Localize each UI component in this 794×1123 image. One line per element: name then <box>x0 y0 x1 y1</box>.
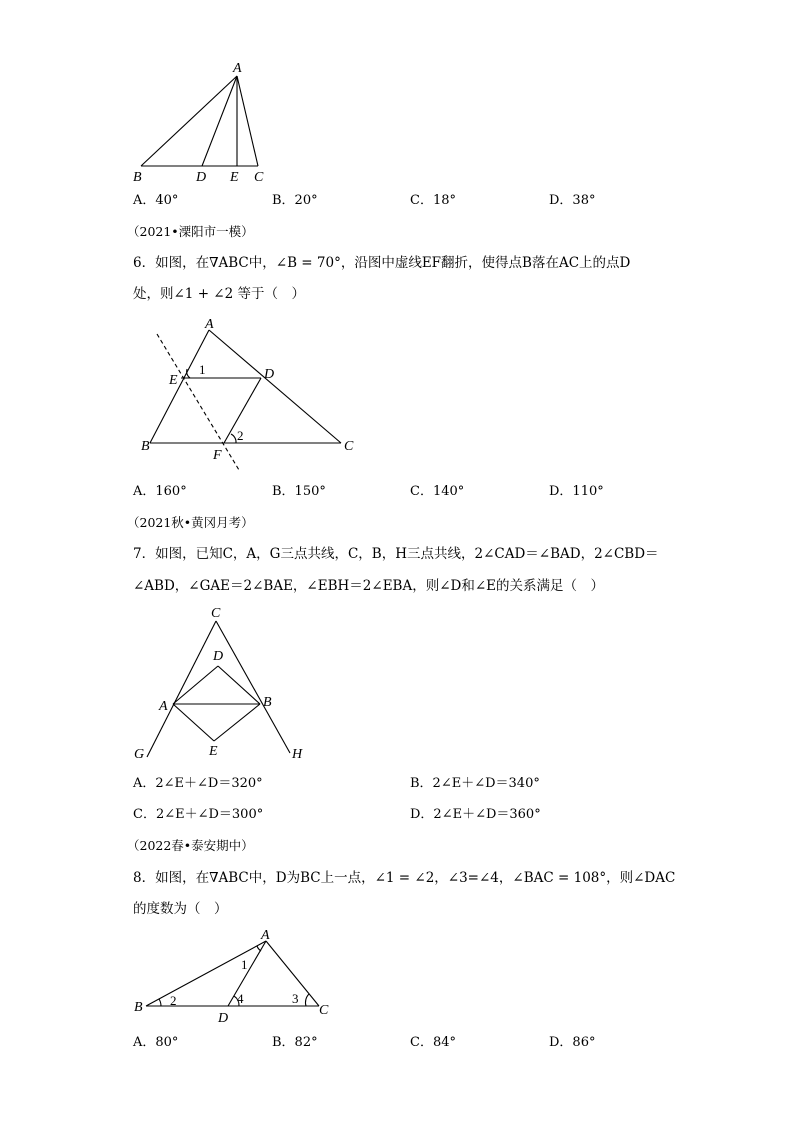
q6-option-d[interactable]: D．110° <box>549 484 604 499</box>
label-B: B <box>134 1000 143 1015</box>
angle-4-label: 4 <box>237 991 244 1006</box>
label-A: A <box>159 699 168 714</box>
label-C: C <box>344 439 354 454</box>
figure-q5-triangle <box>130 58 280 186</box>
q8-option-a[interactable]: A．80° <box>133 1035 179 1050</box>
label-F: F <box>213 448 222 463</box>
label-D: D <box>196 170 207 185</box>
q5-option-a[interactable]: A．40° <box>133 193 179 208</box>
label-E: E <box>209 744 218 759</box>
label-A: A <box>205 317 214 332</box>
q5-option-d[interactable]: D．38° <box>549 193 596 208</box>
angle-1-label: 1 <box>199 362 206 377</box>
q8-option-d[interactable]: D．86° <box>549 1035 596 1050</box>
q8-option-c[interactable]: C．84° <box>410 1035 456 1050</box>
label-C: C <box>211 606 221 621</box>
label-D: D <box>218 1011 229 1025</box>
q7-question-line2: ∠ABD，∠GAE＝2∠BAE，∠EBH＝2∠EBA，则∠D和∠E的关系满足（ ） <box>133 578 605 594</box>
q5-option-c[interactable]: C．18° <box>410 193 456 208</box>
figure-q7-angles <box>130 602 310 767</box>
q6-source: （2021•溧阳市一模） <box>127 224 254 239</box>
q7-question-line1: 7．如图，已知C，A，G三点共线，C，B，H三点共线，2∠CAD＝∠BAD，2∠CBD＝ <box>133 546 659 562</box>
label-H: H <box>292 747 303 762</box>
q7-option-d[interactable]: D．2∠E＋∠D＝360° <box>410 807 541 822</box>
q6-question-line1: 6．如图，在∇ABC中，∠B = 70°，沿图中虚线EF翻折，使得点B落在AC上的点D <box>133 255 631 271</box>
label-G: G <box>134 747 145 762</box>
q5-option-b[interactable]: B．20° <box>272 193 318 208</box>
label-E: E <box>169 373 178 388</box>
label-C: C <box>254 170 264 185</box>
label-E: E <box>230 170 239 185</box>
q6-option-c[interactable]: C．140° <box>410 484 465 499</box>
angle-3-label: 3 <box>292 991 299 1006</box>
angle-1-label: 1 <box>241 957 248 972</box>
q7-option-c[interactable]: C．2∠E＋∠D＝300° <box>133 807 264 822</box>
q8-question-line2: 的度数为（ ） <box>133 901 228 917</box>
figure-q6-fold <box>135 312 365 472</box>
q6-option-b[interactable]: B．150° <box>272 484 326 499</box>
q7-option-b[interactable]: B．2∠E＋∠D＝340° <box>410 776 540 791</box>
angle-2-label: 2 <box>237 428 244 443</box>
q6-option-a[interactable]: A．160° <box>133 484 187 499</box>
angle-2-label: 2 <box>170 993 177 1008</box>
label-A: A <box>261 928 270 943</box>
q8-option-b[interactable]: B．82° <box>272 1035 318 1050</box>
label-B: B <box>141 439 150 454</box>
label-B: B <box>133 170 142 185</box>
q7-source: （2021秋•黄冈月考） <box>127 515 254 530</box>
figure-q8-triangle <box>130 925 350 1025</box>
label-D: D <box>264 367 275 382</box>
q6-question-line2: 处，则∠1 + ∠2 等于（ ） <box>133 286 305 302</box>
q8-question-line1: 8．如图，在∇ABC中，D为BC上一点，∠1 = ∠2，∠3=∠4，∠BAC = 108°，则∠DAC <box>133 870 676 886</box>
label-A: A <box>233 61 242 76</box>
q7-option-a[interactable]: A．2∠E＋∠D＝320° <box>133 776 263 791</box>
label-B: B <box>263 695 272 710</box>
q8-source: （2022春•泰安期中） <box>127 838 254 853</box>
label-D: D <box>213 649 224 664</box>
label-C: C <box>319 1003 329 1018</box>
